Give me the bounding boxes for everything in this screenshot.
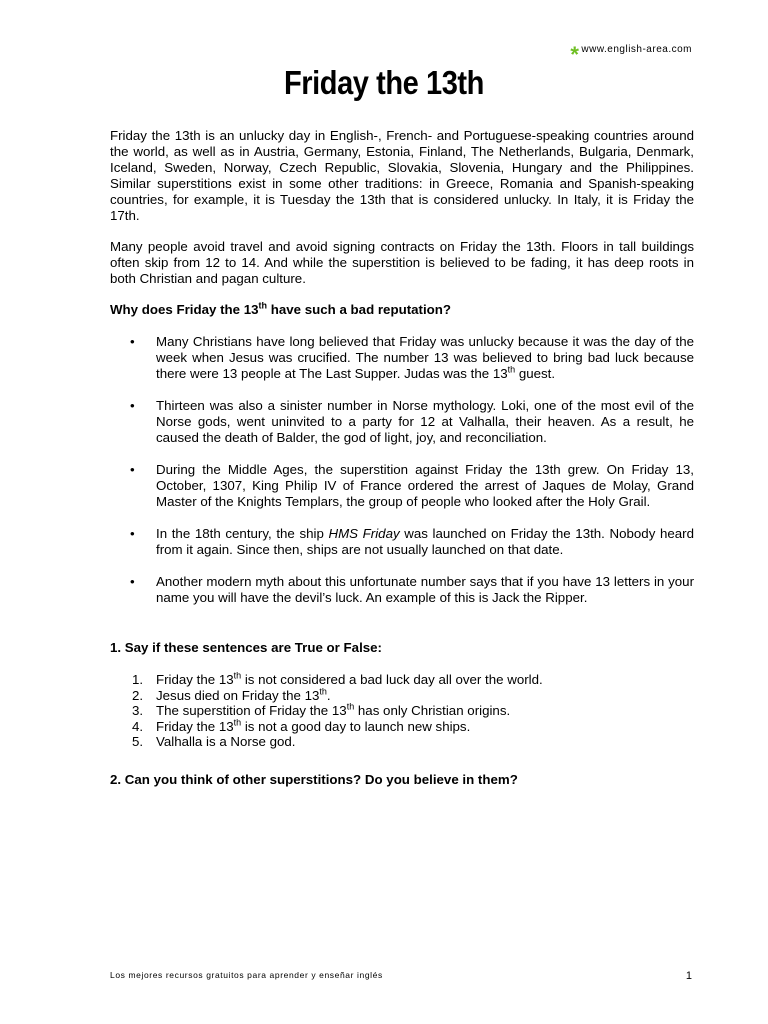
intro-paragraph-2: Many people avoid travel and avoid signing contracts on Friday the 13th. Floors in tall buildings often skip from 12 to 14. And while the superstition is believed to be fading, it has deep roots in both Christian and pagan culture. <box>110 239 694 286</box>
page-number: 1 <box>685 970 692 982</box>
intro-paragraph-1: Friday the 13th is an unlucky day in English-, French- and Portuguese-speaking countries around the world, as well as in Austria, Germany, Estonia, Finland, The Netherlands, Bulgaria, Denmark, Iceland, Sweden, Norway, Czech Republic, Slovakia, Slovenia, Hungary and the Philippines. Similar superstitions exist in some other traditions: in Greece, Romania and Spanish-speaking countries, for example, it is Tuesday the 13th that is considered unlucky. In Italy, it is Friday the 17th. <box>110 128 694 223</box>
reputation-heading: Why does Friday the 13th have such a bad reputation? <box>110 300 452 317</box>
bullet-icon: • <box>130 334 135 349</box>
list-item: 5. Valhalla is a Norse god. <box>132 734 296 749</box>
list-item: 1. Friday the 13th is not considered a bad luck day all over the world. <box>132 670 543 687</box>
list-item: 3. The superstition of Friday the 13th has only Christian origins. <box>132 701 511 718</box>
bullet-icon: • <box>130 574 135 589</box>
reputation-list <box>110 334 694 606</box>
list-item: • Another modern myth about this unfortunate number says that if you have 13 letters in your name you will have the devil’s luck. An example of this is Jack the Ripper. <box>130 574 694 605</box>
list-item: • Many Christians have long believed that Friday was unlucky because it was the day of the week when Jesus was crucified. The number 13 was believed to bring bad luck because there were 13 people at The Last Supper. Judas was the 13th guest. <box>130 334 694 381</box>
asterisk-logo-icon: * <box>570 41 580 67</box>
footer-tagline: Los mejores recursos gratuitos para aprender y enseñar inglés <box>110 970 383 980</box>
page-title: Friday the 13th <box>284 64 484 101</box>
document-body <box>110 128 694 804</box>
exercise-1-heading: 1. Say if these sentences are True or False: <box>110 640 382 655</box>
exercise-2-heading: 2. Can you think of other superstitions? Do you believe in them? <box>110 771 518 787</box>
list-item: • In the 18th century, the ship HMS Friday was launched on Friday the 13th. Nobody heard from it again. Since then, ships are not usually launched on that date. <box>130 526 694 557</box>
site-url-header <box>570 41 692 67</box>
list-item: • During the Middle Ages, the superstition against Friday the 13th grew. On Friday 13, October, 1307, King Philip IV of France ordered the arrest of Jaques de Molay, Grand Master of the Knights Templars, the group of people who looked after the Holy Grail. <box>130 462 694 509</box>
bullet-icon: • <box>130 398 135 413</box>
list-item: 2. Jesus died on Friday the 13th. <box>132 686 331 703</box>
true-false-list <box>110 672 694 750</box>
list-item: • Thirteen was also a sinister number in Norse mythology. Loki, one of the most evil of the Norse gods, went uninvited to a party for 12 at Valhalla, their heaven. As a result, he caused the death of Balder, the god of light, joy, and reconciliation. <box>130 398 694 445</box>
site-url[interactable]: www.english-area.com <box>581 44 692 55</box>
bullet-icon: • <box>130 526 135 541</box>
bullet-icon: • <box>130 462 135 477</box>
list-item: 4. Friday the 13th is not a good day to launch new ships. <box>132 717 471 734</box>
